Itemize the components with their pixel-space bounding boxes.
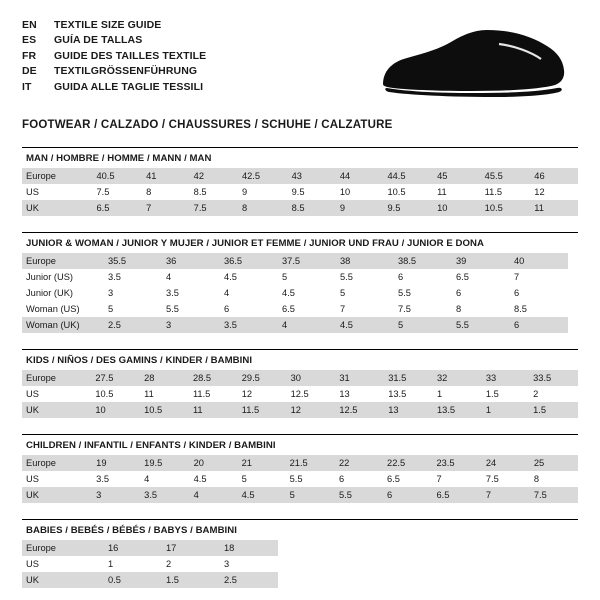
- size-cell: 5: [104, 301, 162, 317]
- size-cell: 38: [336, 253, 394, 269]
- size-cell: 5.5: [336, 269, 394, 285]
- size-cell: 42: [190, 168, 238, 184]
- size-cell: 22: [335, 455, 383, 471]
- row-label: UK: [22, 200, 92, 216]
- language-row: [22, 33, 206, 48]
- size-cell: 13: [335, 386, 384, 402]
- language-label: GUIDA ALLE TAGLIE TESSILI: [54, 80, 204, 93]
- size-cell: 5.5: [452, 317, 510, 333]
- table-row: [22, 540, 278, 556]
- row-label: US: [22, 556, 104, 572]
- size-section: [22, 147, 578, 216]
- row-label: Europe: [22, 253, 104, 269]
- size-cell: 4.5: [336, 317, 394, 333]
- size-cell: 31.5: [384, 370, 433, 386]
- size-cell: 11: [530, 200, 578, 216]
- size-cell: 2: [529, 386, 578, 402]
- size-cell: 6: [452, 285, 510, 301]
- size-cell: 4.5: [278, 285, 336, 301]
- size-cell: 11.5: [481, 184, 531, 200]
- page-title: FOOTWEAR / CALZADO / CHAUSSURES / SCHUHE / CALZATURE: [22, 119, 393, 131]
- size-cell: 21: [238, 455, 286, 471]
- language-label: TEXTILE SIZE GUIDE: [54, 19, 162, 31]
- size-cell: 35.5: [104, 253, 162, 269]
- size-cell: 7: [510, 269, 568, 285]
- size-cell: 42.5: [238, 168, 288, 184]
- size-cell: 28.5: [189, 370, 238, 386]
- table-row: [22, 253, 568, 269]
- size-cell: 7.5: [190, 200, 238, 216]
- size-cell: 44.5: [383, 168, 433, 184]
- size-cell: 6: [510, 285, 568, 301]
- table-row: [22, 301, 568, 317]
- size-cell: 12: [287, 402, 336, 418]
- size-cell: 5: [238, 471, 286, 487]
- language-list: [22, 18, 206, 95]
- size-cell: 10: [433, 200, 481, 216]
- size-cell: 5.5: [335, 487, 383, 503]
- size-cell: 4: [162, 269, 220, 285]
- size-cell: 12.5: [287, 386, 336, 402]
- section-title: BABIES / BEBÉS / BÉBÉS / BABYS / BAMBINI: [26, 525, 237, 536]
- header: [22, 16, 578, 103]
- table-row: [22, 269, 568, 285]
- size-cell: 33.5: [529, 370, 578, 386]
- size-cell: 1: [104, 556, 162, 572]
- size-table: [22, 370, 578, 418]
- table-row: [22, 285, 568, 301]
- section-title: KIDS / NIÑOS / DES GAMINS / KINDER / BAMBINI: [26, 355, 253, 366]
- size-cell: 25: [530, 455, 578, 471]
- size-cell: 19: [92, 455, 140, 471]
- size-cell: 3: [92, 487, 140, 503]
- size-cell: 4.5: [238, 487, 286, 503]
- size-cell: 28: [140, 370, 189, 386]
- size-cell: 6.5: [452, 269, 510, 285]
- size-cell: 9: [238, 184, 288, 200]
- size-cell: 10.5: [481, 200, 531, 216]
- section-title: MAN / HOMBRE / HOMME / MANN / MAN: [26, 153, 212, 164]
- size-cell: 5: [278, 269, 336, 285]
- size-cell: 10.5: [383, 184, 433, 200]
- size-cell: 12: [238, 386, 287, 402]
- size-cell: 20: [190, 455, 238, 471]
- row-label: Woman (US): [22, 301, 104, 317]
- size-cell: 46: [530, 168, 578, 184]
- size-cell: 5.5: [394, 285, 452, 301]
- size-cell: 10: [336, 184, 384, 200]
- table-row: [22, 487, 578, 503]
- size-cell: 36.5: [220, 253, 278, 269]
- size-cell: 7.5: [92, 184, 142, 200]
- size-table: [22, 253, 568, 333]
- size-cell: 3.5: [104, 269, 162, 285]
- size-cell: 7: [482, 487, 530, 503]
- row-label: UK: [22, 572, 104, 588]
- size-cell: 41: [142, 168, 190, 184]
- size-cell: 10: [91, 402, 140, 418]
- size-cell: 9.5: [383, 200, 433, 216]
- size-cell: 5: [394, 317, 452, 333]
- size-cell: 13.5: [433, 402, 482, 418]
- size-cell: 22.5: [383, 455, 432, 471]
- language-row: [22, 49, 206, 64]
- size-cell: 3.5: [220, 317, 278, 333]
- size-cell: 9.5: [288, 184, 336, 200]
- size-cell: 4.5: [190, 471, 238, 487]
- row-label: UK: [22, 487, 92, 503]
- table-row: [22, 402, 578, 418]
- row-label: US: [22, 386, 91, 402]
- table-row: [22, 184, 578, 200]
- size-table: [22, 455, 578, 503]
- size-cell: 29.5: [238, 370, 287, 386]
- size-cell: 11.5: [189, 386, 238, 402]
- table-row: [22, 572, 278, 588]
- size-cell: 30: [287, 370, 336, 386]
- size-cell: 7: [432, 471, 481, 487]
- row-label: Europe: [22, 370, 91, 386]
- size-cell: 5.5: [162, 301, 220, 317]
- size-cell: 33: [482, 370, 529, 386]
- size-cell: 10.5: [91, 386, 140, 402]
- size-cell: 3.5: [162, 285, 220, 301]
- size-cell: 2: [162, 556, 220, 572]
- size-cell: 12: [530, 184, 578, 200]
- size-cell: 9: [336, 200, 384, 216]
- size-cell: 6: [383, 487, 432, 503]
- size-cell: 13.5: [384, 386, 433, 402]
- size-cell: 40: [510, 253, 568, 269]
- size-cell: 3.5: [92, 471, 140, 487]
- size-cell: 13: [384, 402, 433, 418]
- size-cell: 4: [220, 285, 278, 301]
- size-cell: 8: [452, 301, 510, 317]
- row-label: Junior (UK): [22, 285, 104, 301]
- language-code: IT: [22, 80, 32, 93]
- size-cell: 27.5: [91, 370, 140, 386]
- size-cell: 44: [336, 168, 384, 184]
- size-cell: 36: [162, 253, 220, 269]
- size-cell: 8.5: [190, 184, 238, 200]
- size-cell: 8: [142, 184, 190, 200]
- size-cell: 5.5: [286, 471, 335, 487]
- language-code: EN: [22, 19, 37, 31]
- size-cell: 45.5: [481, 168, 531, 184]
- language-code: FR: [22, 49, 37, 62]
- size-cell: 5: [336, 285, 394, 301]
- size-cell: 31: [335, 370, 384, 386]
- table-row: [22, 556, 278, 572]
- size-cell: 37.5: [278, 253, 336, 269]
- size-cell: 7: [142, 200, 190, 216]
- size-cell: 11: [189, 402, 238, 418]
- language-label: TEXTILGRÖSSENFÜHRUNG: [54, 65, 198, 78]
- size-tables: [22, 147, 578, 588]
- size-cell: 12.5: [335, 402, 384, 418]
- row-label: Woman (UK): [22, 317, 104, 333]
- row-label: Junior (US): [22, 269, 104, 285]
- section-title: JUNIOR & WOMAN / JUNIOR Y MUJER / JUNIOR ET FEMME / JUNIOR UND FRAU / JUNIOR E DONA: [26, 238, 484, 249]
- size-cell: 2.5: [220, 572, 278, 588]
- size-cell: 7: [336, 301, 394, 317]
- language-label: GUÍA DE TALLAS: [54, 34, 143, 47]
- size-cell: 23.5: [432, 455, 481, 471]
- table-row: [22, 471, 578, 487]
- size-cell: 24: [482, 455, 530, 471]
- size-cell: 3: [162, 317, 220, 333]
- size-cell: 16: [104, 540, 162, 556]
- row-label: Europe: [22, 540, 104, 556]
- size-cell: 8.5: [510, 301, 568, 317]
- table-row: [22, 370, 578, 386]
- table-row: [22, 386, 578, 402]
- table-row: [22, 317, 568, 333]
- size-cell: 6.5: [383, 471, 432, 487]
- size-cell: 8: [530, 471, 578, 487]
- table-row: [22, 455, 578, 471]
- size-cell: 4: [278, 317, 336, 333]
- size-cell: 1.5: [529, 402, 578, 418]
- size-cell: 8.5: [288, 200, 336, 216]
- language-row: [22, 64, 206, 79]
- size-cell: 4: [140, 471, 189, 487]
- size-cell: 17: [162, 540, 220, 556]
- size-cell: 11: [140, 386, 189, 402]
- table-row: [22, 200, 578, 216]
- size-cell: 38.5: [394, 253, 452, 269]
- size-cell: 6: [220, 301, 278, 317]
- size-section: [22, 434, 578, 503]
- size-cell: 1.5: [162, 572, 220, 588]
- size-cell: 1: [482, 402, 529, 418]
- row-label: Europe: [22, 455, 92, 471]
- size-cell: 6.5: [278, 301, 336, 317]
- table-row: [22, 168, 578, 184]
- language-code: ES: [22, 34, 37, 47]
- language-label: GUIDE DES TAILLES TEXTILE: [54, 49, 207, 62]
- size-cell: 6.5: [432, 487, 481, 503]
- size-cell: 39: [452, 253, 510, 269]
- size-cell: 6.5: [92, 200, 142, 216]
- size-cell: 19.5: [140, 455, 189, 471]
- size-section: [22, 519, 578, 588]
- size-cell: 40.5: [92, 168, 142, 184]
- size-section: [22, 232, 578, 333]
- size-cell: 7.5: [530, 487, 578, 503]
- dress-shoe-icon: [381, 28, 566, 103]
- row-label: US: [22, 184, 92, 200]
- size-cell: 4: [190, 487, 238, 503]
- size-cell: 4.5: [220, 269, 278, 285]
- size-cell: 43: [288, 168, 336, 184]
- size-cell: 32: [433, 370, 482, 386]
- size-section: [22, 349, 578, 418]
- size-cell: 5: [286, 487, 335, 503]
- size-cell: 18: [220, 540, 278, 556]
- size-cell: 3: [104, 285, 162, 301]
- size-cell: 7.5: [394, 301, 452, 317]
- size-cell: 1.5: [482, 386, 529, 402]
- language-row: [22, 18, 206, 33]
- size-cell: 21.5: [286, 455, 335, 471]
- size-table: [22, 540, 278, 588]
- size-cell: 8: [238, 200, 288, 216]
- row-label: Europe: [22, 168, 92, 184]
- size-cell: 10.5: [140, 402, 189, 418]
- size-cell: 45: [433, 168, 481, 184]
- size-cell: 6: [394, 269, 452, 285]
- size-cell: 2.5: [104, 317, 162, 333]
- size-cell: 1: [433, 386, 482, 402]
- language-row: [22, 80, 206, 95]
- row-label: US: [22, 471, 92, 487]
- section-title: CHILDREN / INFANTIL / ENFANTS / KINDER / BAMBINI: [26, 440, 276, 451]
- size-cell: 0.5: [104, 572, 162, 588]
- size-cell: 11.5: [238, 402, 287, 418]
- size-cell: 11: [433, 184, 481, 200]
- language-code: DE: [22, 65, 37, 78]
- size-cell: 6: [510, 317, 568, 333]
- size-cell: 6: [335, 471, 383, 487]
- size-cell: 3.5: [140, 487, 189, 503]
- size-cell: 7.5: [482, 471, 530, 487]
- size-cell: 3: [220, 556, 278, 572]
- row-label: UK: [22, 402, 91, 418]
- size-table: [22, 168, 578, 216]
